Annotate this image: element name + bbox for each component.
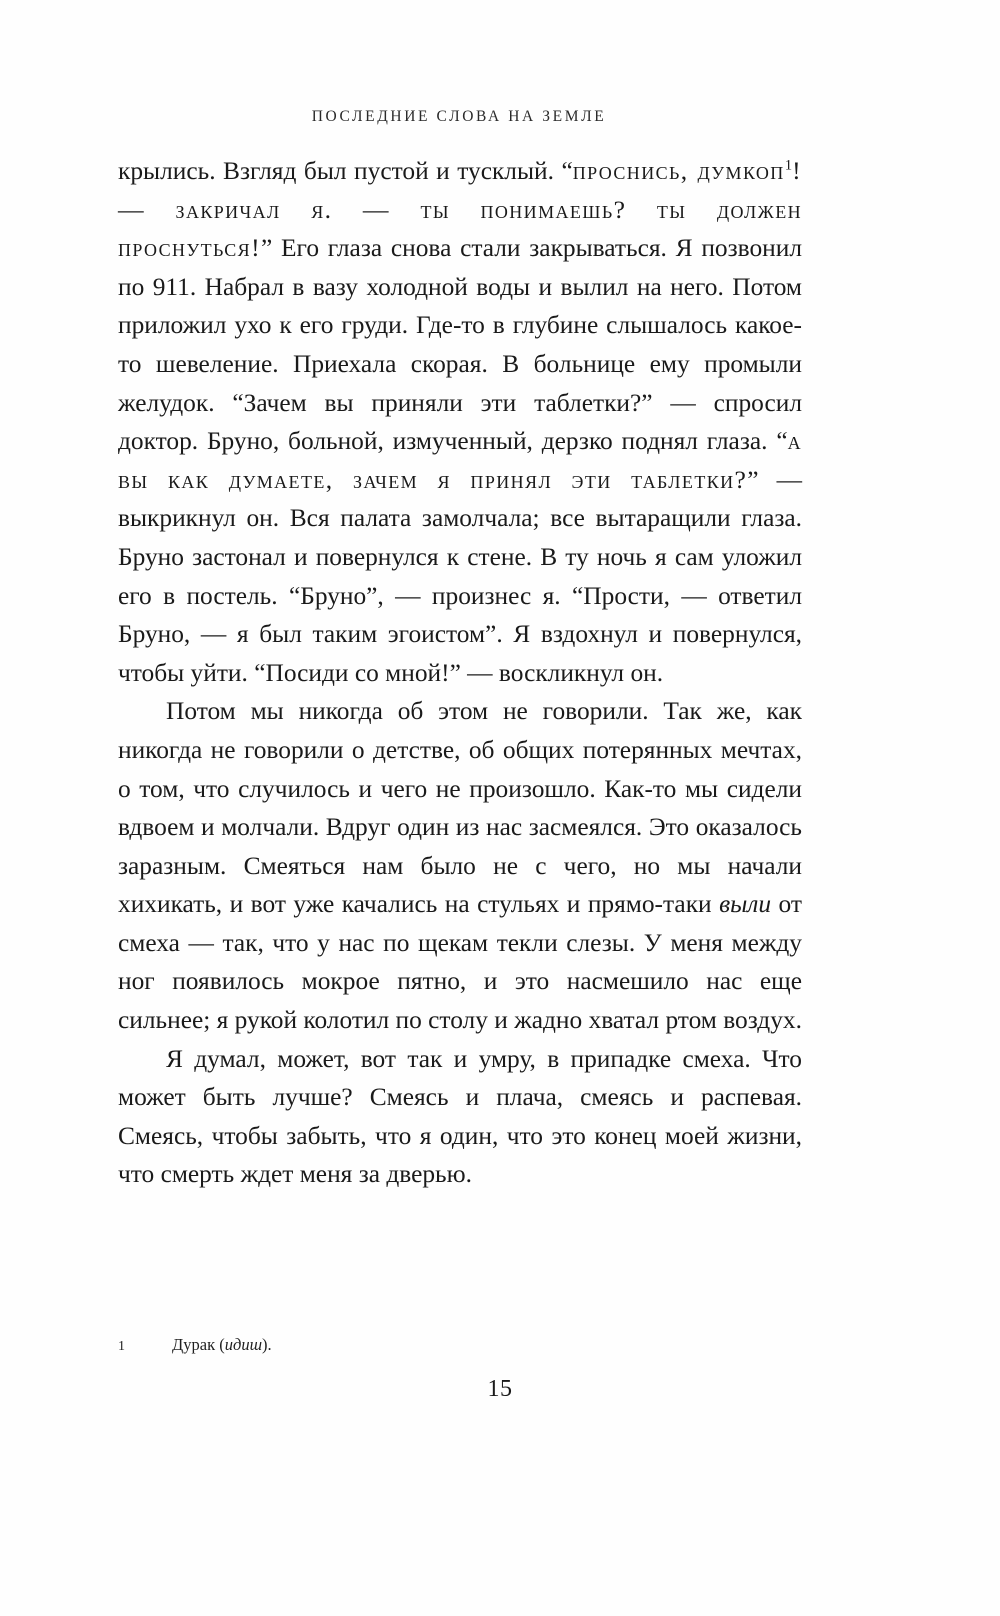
- text-run: Дурак (: [172, 1335, 225, 1354]
- footnote-reference[interactable]: 1: [784, 157, 793, 174]
- text-run: от смеха — так, что у нас по щекам текли слезы. У меня между ног появилось мокрое пятно, и это насмешило нас еще сильнее; я рукой колотил по столу и жадно хватал ртом воздух.: [118, 890, 803, 1035]
- small-caps-run: а вы как думаете, зачем я принял эти таблетки?: [118, 426, 802, 494]
- footnote-marker: 1: [118, 1339, 125, 1354]
- paragraph: [118, 152, 802, 692]
- body-text-block: [118, 152, 802, 1194]
- paragraph: [118, 692, 802, 1039]
- footnote-text: [172, 1335, 272, 1354]
- text-run: ” Его глаза снова стали закрываться. Я позвонил по 911. Набрал в вазу холодной воды и вылил на него. Потом приложил ухо к его груди. Где-то в глубине слышалось какое-то шевеление. Приехала скорая. В больнице ему промыли желудок. “Зачем вы приняли эти таблетки?” — спросил доктор. Бруно, больной, измученный, дерзко поднял глаза. “: [118, 234, 802, 456]
- small-caps-run: ! — закричал я. — ты понимаешь? ты должен проснуться!: [118, 156, 802, 263]
- italic-run: идиш: [224, 1335, 263, 1354]
- text-run: ).: [262, 1335, 272, 1354]
- page-number: 15: [487, 1376, 513, 1402]
- footnote: [118, 1334, 802, 1358]
- text-run: Я думал, может, вот так и умру, в припадке смеха. Что может быть лучше? Смеясь и плача, смеясь и распевая. Смеясь, чтобы забыть, что я один, что это конец моей жизни, что смерть ждет меня за дверью.: [118, 1044, 802, 1189]
- text-run: крылись. Взгляд был пустой и тусклый. “: [118, 157, 573, 185]
- text-run: ” — выкрикнул он. Вся палата замолчала; все вытаращили глаза. Бруно застонал и повернулся к стене. В ту ночь я сам уложил его в постель. “Бруно”, — произнес я. “Прости, — ответил Бруно, — я был таким эгоистом”. Я вздохнул и повернулся, чтобы уйти. “Посиди со мной!” — воскликнул он.: [118, 465, 802, 687]
- paragraph: [118, 1040, 802, 1194]
- text-run: Потом мы никогда об этом не говорили. Так же, как никогда не говорили о детстве, об общих потерянных мечтах, о том, что случилось и чего не произошло. Как-то мы сидели вдвоем и молчали. Вдруг один из нас засмеялся. Это оказалось заразным. Смеяться нам было не с чего, но мы начали хихикать, и вот уже качались на стульях и прямо-таки: [118, 697, 802, 919]
- small-caps-run: проснись, думкоп: [572, 156, 785, 185]
- running-head: ПОСЛЕДНИЕ СЛОВА НА ЗЕМЛЕ: [311, 108, 607, 125]
- italic-run: выли: [719, 890, 772, 919]
